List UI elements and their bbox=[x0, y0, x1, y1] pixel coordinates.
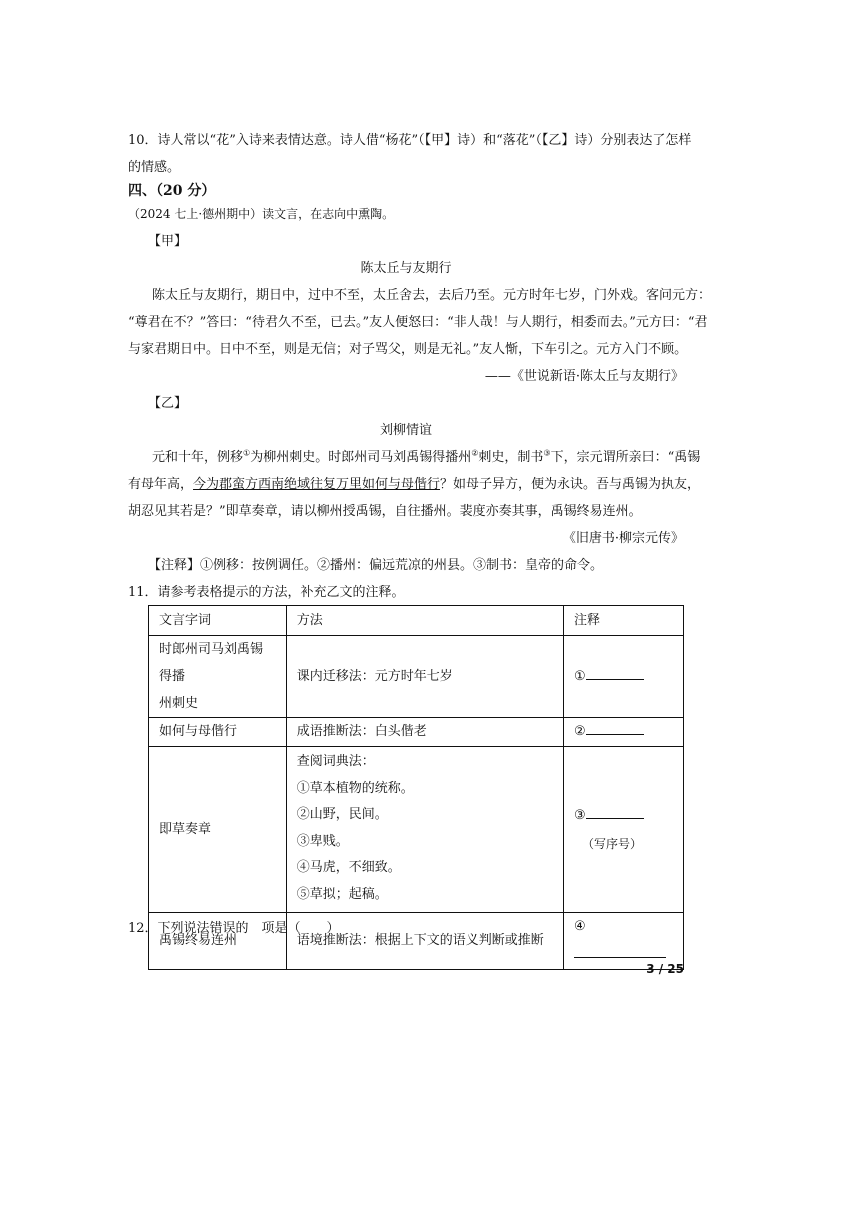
table-row bbox=[149, 636, 684, 718]
dictionary-option: ①草本植物的统称。 bbox=[296, 780, 414, 796]
passage-b-line-2-part-a: 有母年高， bbox=[128, 477, 194, 492]
table-row bbox=[149, 747, 684, 913]
passage-b-line-1-part-d: 下，宗元谓所亲曰：“禹锡 bbox=[550, 450, 701, 465]
table-cell-word-line-2: 州刺史 bbox=[159, 696, 199, 711]
dictionary-option: ③卑贱。 bbox=[296, 833, 349, 849]
footnote-ref-2: ② bbox=[471, 448, 479, 458]
passage-b-title: 刘柳情谊 bbox=[379, 423, 432, 438]
table-header-note: 注释 bbox=[564, 606, 684, 636]
passage-b-line-2 bbox=[128, 475, 700, 495]
answer-label: ① bbox=[574, 668, 586, 684]
underlined-sentence: 今为郡蛮方西南绝域往复万里如何与母偕行 bbox=[193, 477, 441, 492]
dictionary-method-title: 查阅词典法： bbox=[296, 754, 375, 769]
answer-blank[interactable] bbox=[586, 665, 644, 680]
answer-instruction: （写序号） bbox=[582, 836, 643, 851]
annotation-table bbox=[148, 605, 684, 970]
question-10-line-2: 的情感。 bbox=[128, 160, 181, 175]
table-cell-method: 语境推断法：根据上下文的语义判断或推断 bbox=[286, 913, 563, 970]
question-12-prompt: 12．下列说法错误的 项是（ ） bbox=[128, 921, 340, 936]
passage-a-title: 陈太丘与友期行 bbox=[360, 261, 452, 276]
question-11-prompt: 11．请参考表格提示的方法，补充乙文的注释。 bbox=[128, 585, 405, 600]
footnote-ref-3: ③ bbox=[543, 448, 551, 458]
dictionary-option: ②山野，民间。 bbox=[296, 807, 388, 822]
dictionary-option: ④马虎，不细致。 bbox=[296, 860, 401, 875]
passage-b-citation: 《旧唐书·柳宗元传》 bbox=[562, 531, 684, 546]
section-heading: 四、（20 分） bbox=[128, 183, 216, 199]
table-cell-answer bbox=[564, 913, 684, 970]
page-number: 3 / 25 bbox=[646, 962, 684, 976]
passage-b-line-1-part-a: 元和十年，例移 bbox=[152, 450, 244, 465]
question-10-line-1: 10．诗人常以“花”入诗来表情达意。诗人借“杨花”（【甲】诗）和“落花”（【乙】诗）分别表达了怎样 bbox=[128, 133, 692, 148]
passage-b-line-3: 胡忍见其若是？”即草奏章，请以柳州授禹锡，自往播州。裴度亦奏其事，禹锡终易连州。 bbox=[128, 504, 642, 519]
passage-a-line-3: 与家君期日中。日中不至，则是无信；对子骂父，则是无礼。”友人惭，下车引之。元方入门不顾。 bbox=[128, 342, 688, 357]
answer-blank[interactable] bbox=[586, 804, 644, 819]
passage-a-line-1: 陈太丘与友期行，期日中，过中不至，太丘舍去，去后乃至。元方时年七岁，门外戏。客问元方： bbox=[152, 288, 712, 303]
table-header-row bbox=[149, 606, 684, 636]
footnote-ref-1: ① bbox=[243, 448, 251, 458]
table-cell-method: 课内迁移法：元方时年七岁 bbox=[286, 636, 563, 718]
table-cell-word: 禹锡终易连州 bbox=[149, 913, 287, 970]
answer-label: ④ bbox=[574, 919, 586, 934]
answer-blank[interactable] bbox=[574, 943, 666, 958]
table-cell-method bbox=[286, 747, 563, 913]
table-cell-method: 成语推断法：白头偕老 bbox=[286, 718, 563, 747]
passage-a-line-2: “尊君在不？”答曰：“待君久不至，已去。”友人便怒曰：“非人哉！与人期行，相委而去。”元方曰：“君 bbox=[128, 315, 708, 330]
answer-label: ③ bbox=[574, 807, 586, 823]
section-source: （2024 七上·德州期中）读文言，在志向中熏陶。 bbox=[128, 207, 395, 221]
table-cell-answer bbox=[564, 636, 684, 718]
table-cell-word-line-1: 时郎州司马刘禹锡得播 bbox=[159, 642, 264, 684]
table-row bbox=[149, 718, 684, 747]
table-header-method: 方法 bbox=[286, 606, 563, 636]
table-cell-word: 如何与母偕行 bbox=[149, 718, 287, 747]
answer-blank[interactable] bbox=[586, 720, 644, 735]
table-cell-answer bbox=[564, 718, 684, 747]
passage-b-line-2-part-b: ？如母子异方，便为永诀。吾与禹锡为执友， bbox=[440, 477, 701, 492]
footnotes: 【注释】①例移：按例调任。②播州：偏远荒凉的州县。③制书：皇帝的命令。 bbox=[148, 558, 604, 573]
table-cell-answer bbox=[564, 747, 684, 913]
table-header-word: 文言字词 bbox=[149, 606, 287, 636]
table-cell-word bbox=[149, 636, 287, 718]
passage-b-line-1-part-c: 刺史，制书 bbox=[478, 450, 544, 465]
dictionary-option: ⑤草拟；起稿。 bbox=[296, 886, 388, 902]
table-cell-word: 即草奏章 bbox=[149, 747, 287, 913]
passage-b-line-1-part-b: 为柳州刺史。时郎州司马刘禹锡得播州 bbox=[250, 450, 472, 465]
passage-a-marker: 【甲】 bbox=[148, 234, 188, 249]
passage-a-citation: ——《世说新语·陈太丘与友期行》 bbox=[484, 369, 684, 384]
passage-b-marker: 【乙】 bbox=[148, 396, 188, 411]
answer-label: ② bbox=[574, 724, 586, 739]
passage-b-line-1 bbox=[152, 448, 700, 468]
